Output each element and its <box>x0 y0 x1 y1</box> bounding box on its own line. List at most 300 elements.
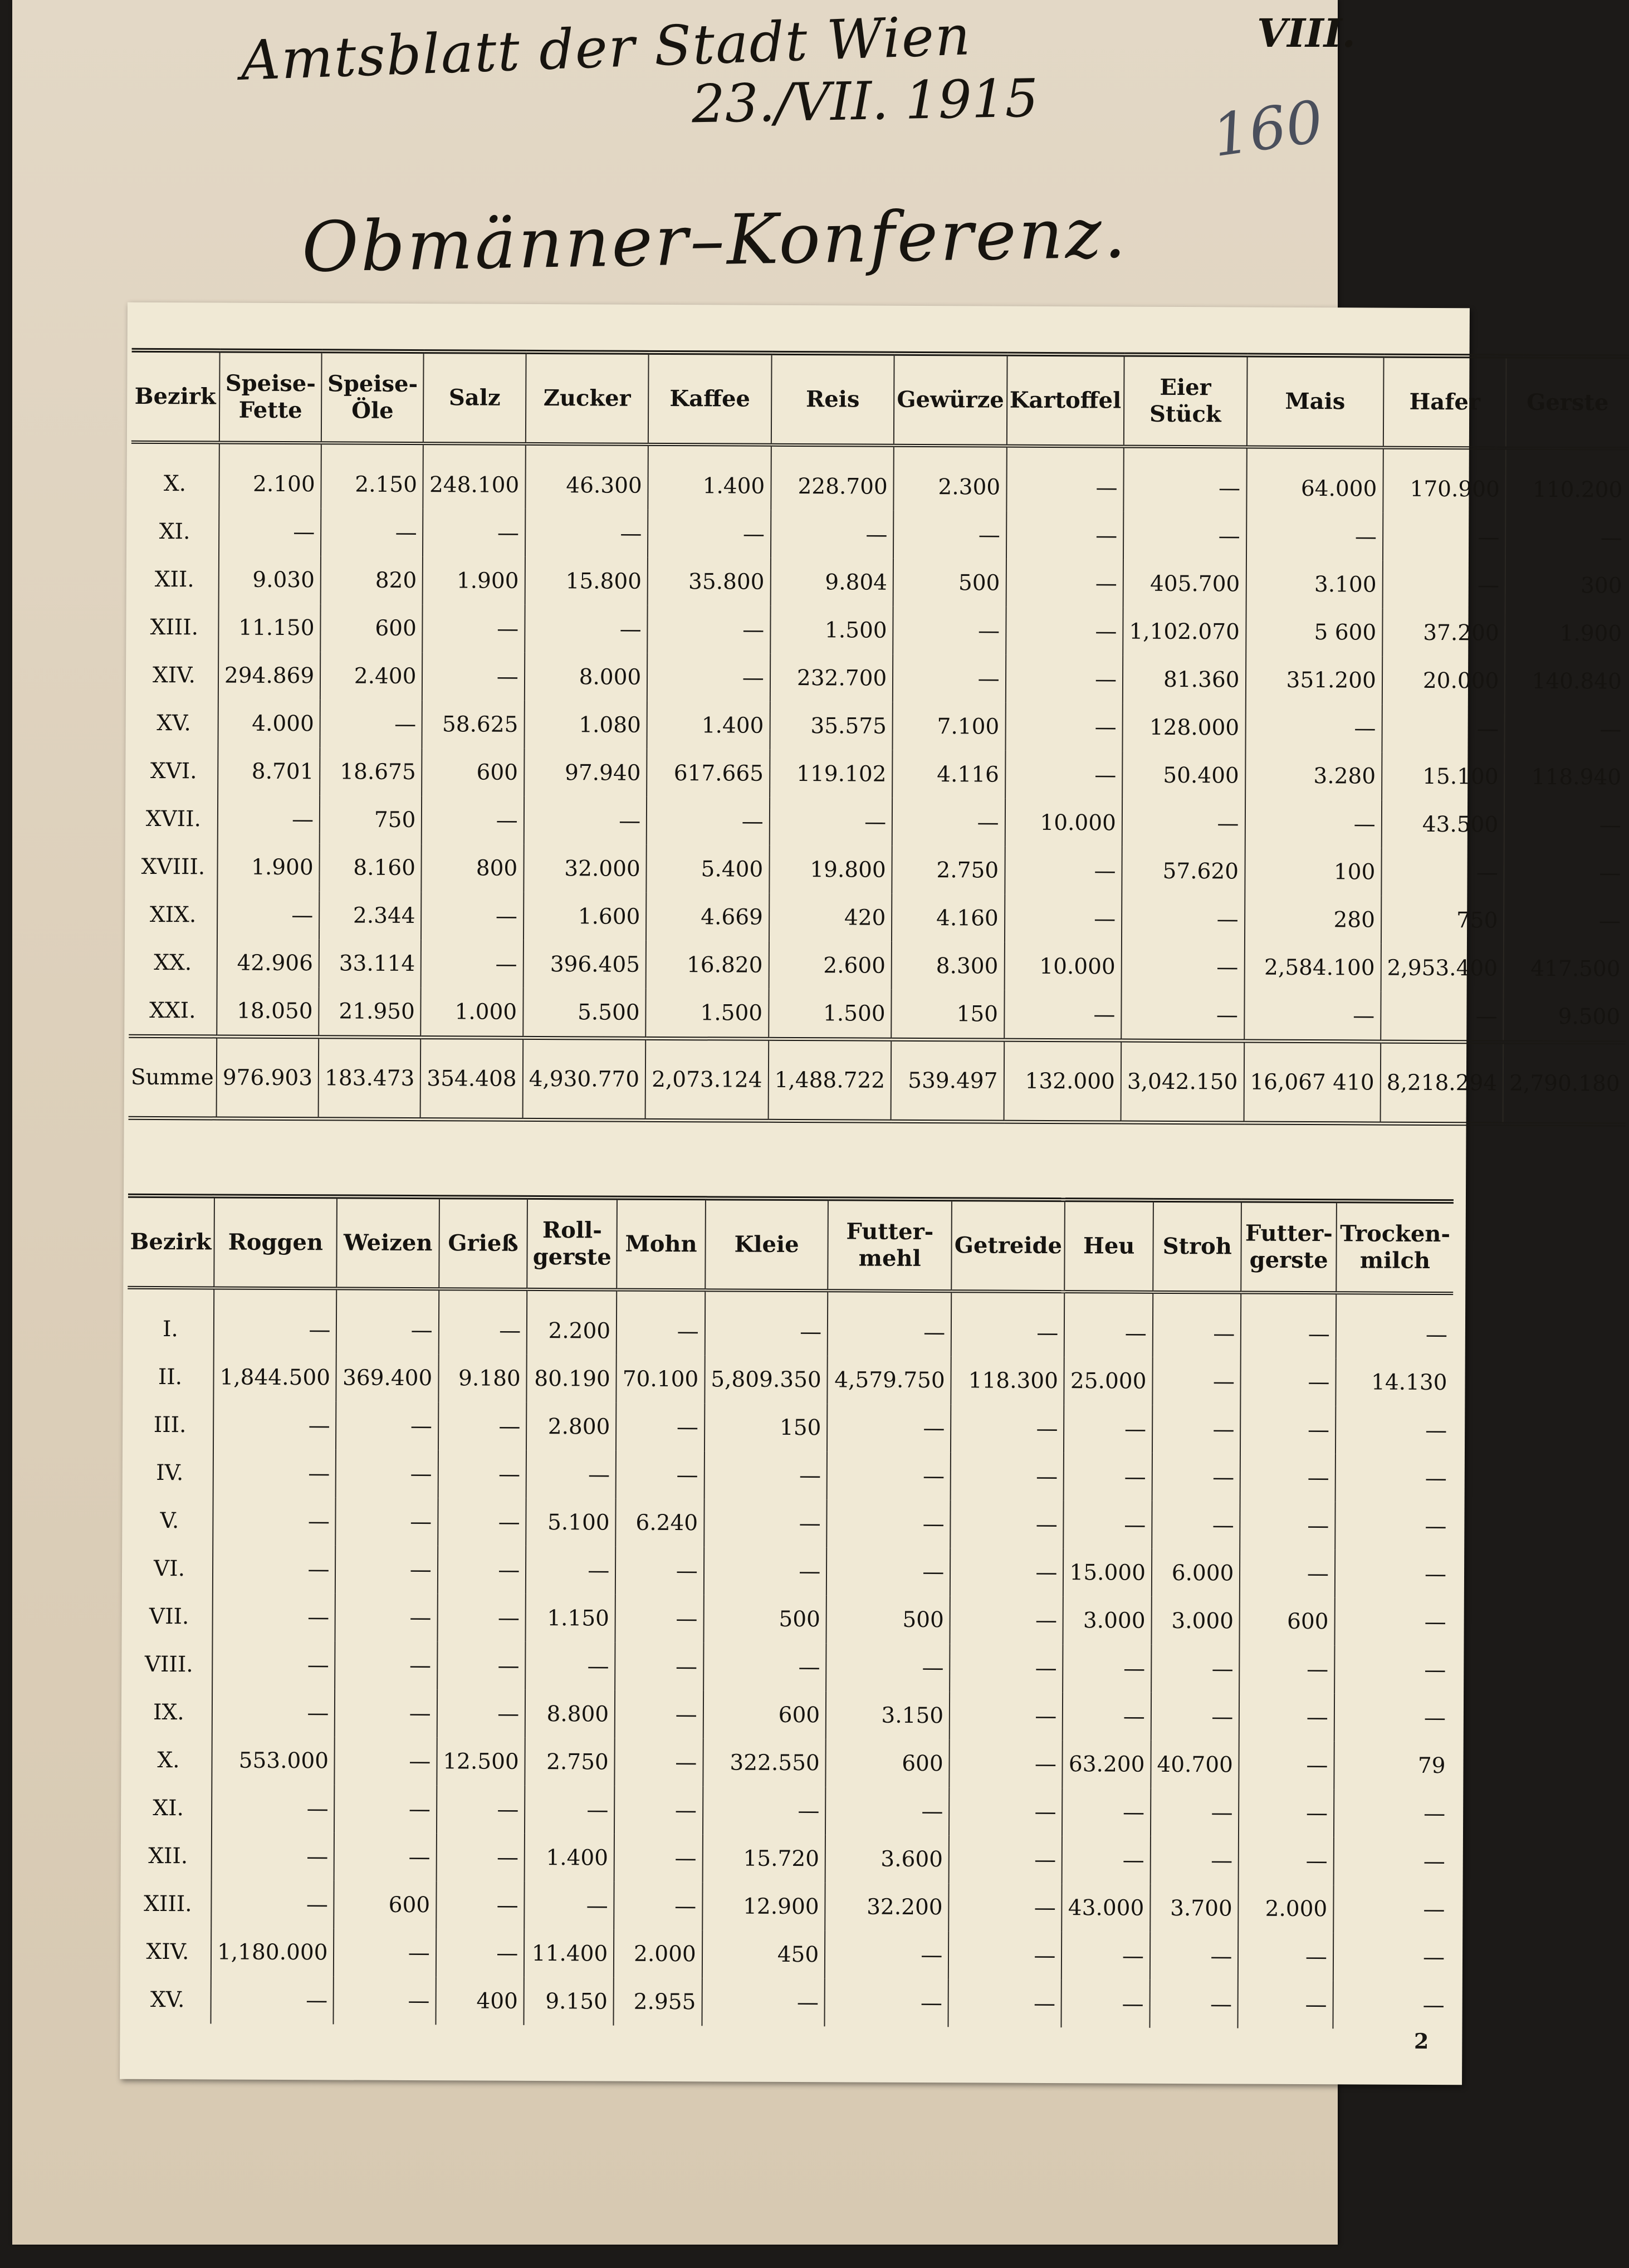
value-cell: 11.150 <box>218 603 321 652</box>
value-cell: 40.700 <box>1151 1741 1239 1789</box>
table-row <box>125 1736 1451 1790</box>
value-cell: 396.405 <box>523 940 646 989</box>
column-header: Gerste <box>1506 356 1628 449</box>
sum-cell: 16,067 410 <box>1244 1041 1381 1123</box>
value-cell: — <box>1006 607 1123 656</box>
value-cell: — <box>336 1401 438 1450</box>
value-cell: — <box>335 1545 438 1594</box>
value-cell: — <box>211 1880 334 1928</box>
value-cell: — <box>1334 1693 1451 1742</box>
value-cell: — <box>1062 1788 1151 1836</box>
value-cell: 300 <box>1505 561 1628 610</box>
district-cell: VI. <box>153 1556 185 1581</box>
value-cell: — <box>438 1498 526 1546</box>
handwritten-date: 23./VII. 1915 <box>691 68 1039 135</box>
value-cell: 81.360 <box>1123 656 1246 704</box>
column-header: Stroh <box>1153 1200 1241 1293</box>
value-cell: — <box>436 1881 525 1929</box>
value-cell: — <box>1505 705 1627 754</box>
district-cell: X. <box>157 1747 180 1773</box>
value-cell: 5.100 <box>526 1498 615 1547</box>
value-cell: — <box>1005 895 1122 943</box>
sum-cell: 8,218.294 <box>1380 1042 1503 1124</box>
value-cell: 4.160 <box>892 894 1005 942</box>
value-cell: 1.000 <box>421 988 524 1038</box>
value-cell: 80.190 <box>527 1355 617 1403</box>
value-cell: — <box>1152 1357 1241 1406</box>
value-cell: 4,579.750 <box>828 1356 951 1404</box>
value-cell: 33.114 <box>319 939 422 988</box>
value-cell: — <box>1149 1980 1238 2029</box>
value-cell: — <box>334 1832 437 1881</box>
value-cell: — <box>615 1643 703 1691</box>
value-cell: — <box>212 1592 335 1641</box>
value-cell: 3.100 <box>1246 560 1383 609</box>
value-cell: — <box>1333 1981 1450 2029</box>
value-cell: 25.000 <box>1064 1357 1153 1405</box>
value-cell: 150 <box>705 1403 828 1451</box>
sum-cell: 132.000 <box>1004 1040 1121 1122</box>
table-row <box>131 442 1628 514</box>
value-cell: 2.750 <box>525 1738 615 1786</box>
value-cell: 417.500 <box>1504 945 1626 993</box>
column-header: Kleie <box>705 1198 828 1291</box>
value-cell: — <box>1005 751 1123 799</box>
value-cell: 450 <box>702 1930 825 1978</box>
value-cell: — <box>1241 1357 1336 1406</box>
value-cell: — <box>614 1834 703 1883</box>
value-cell: — <box>334 1976 436 2025</box>
value-cell: — <box>1333 1837 1450 1885</box>
value-cell: — <box>214 1288 337 1353</box>
district-cell: XIV. <box>146 1939 189 1964</box>
value-cell: — <box>1005 655 1123 703</box>
value-cell: — <box>421 940 524 988</box>
table-row <box>126 1688 1451 1742</box>
value-cell: — <box>1123 447 1246 512</box>
table-row <box>130 795 1627 849</box>
table-row <box>129 843 1626 897</box>
value-cell: — <box>421 892 524 940</box>
value-cell: — <box>1151 1836 1239 1885</box>
value-cell: 2.400 <box>320 652 423 700</box>
value-cell: — <box>1336 1406 1452 1454</box>
value-cell: 9.150 <box>524 1977 614 2026</box>
table-row <box>127 1401 1452 1454</box>
value-cell: — <box>1245 800 1382 848</box>
value-cell: — <box>212 1640 335 1689</box>
value-cell: 5 600 <box>1246 608 1383 657</box>
column-header: Mais <box>1246 355 1383 448</box>
district-cell: XII. <box>154 566 194 592</box>
value-cell: — <box>437 1641 526 1690</box>
page-number: 2 <box>1413 2028 1429 2054</box>
district-cell: XIX. <box>149 902 197 927</box>
value-cell: 1.150 <box>526 1594 615 1643</box>
district-cell: XI. <box>153 1795 184 1821</box>
value-cell: — <box>827 1451 951 1500</box>
value-cell: — <box>1064 1500 1152 1549</box>
value-cell: — <box>1151 1645 1240 1693</box>
value-cell: 2.955 <box>614 1978 702 2026</box>
table-row <box>130 651 1627 706</box>
value-cell: — <box>826 1643 950 1692</box>
column-header: Reis <box>771 353 894 446</box>
sum-cell: 976.903 <box>216 1037 319 1119</box>
value-cell: 8.701 <box>218 747 320 795</box>
value-cell: — <box>1063 1692 1151 1741</box>
value-cell: 9.500 <box>1504 993 1626 1043</box>
value-cell: 3.000 <box>1063 1596 1152 1645</box>
district-cell: XV. <box>150 1987 185 2012</box>
value-cell: — <box>213 1544 336 1593</box>
value-cell: — <box>1240 1405 1336 1454</box>
value-cell: — <box>1238 1980 1333 2029</box>
value-cell: 2.000 <box>1239 1884 1334 1933</box>
district-cell: XIII. <box>144 1891 192 1917</box>
value-cell: — <box>1122 895 1245 944</box>
value-cell: — <box>526 1546 615 1595</box>
column-header: Roggen <box>214 1196 337 1288</box>
value-cell: — <box>423 604 525 653</box>
value-cell: — <box>1240 1549 1335 1597</box>
value-cell: 118.940 <box>1504 753 1627 801</box>
value-cell: — <box>949 1835 1063 1884</box>
value-cell: 2.000 <box>614 1930 702 1978</box>
value-cell: — <box>825 1978 948 2027</box>
value-cell: 6.000 <box>1152 1549 1240 1597</box>
table-food-supplies <box>129 348 1629 1127</box>
value-cell: — <box>615 1738 703 1787</box>
value-cell: — <box>334 1928 436 1977</box>
sum-label: Summe <box>129 1036 217 1118</box>
value-cell: 820 <box>321 556 423 604</box>
value-cell: 2.600 <box>769 941 892 990</box>
sum-row <box>129 1036 1626 1125</box>
value-cell: 1.900 <box>217 843 320 891</box>
district-cell: XVII. <box>145 806 202 832</box>
value-cell: — <box>335 1689 437 1737</box>
column-header: Speise-Öle <box>321 351 424 443</box>
value-cell: 79 <box>1334 1741 1451 1790</box>
value-cell: — <box>526 1450 616 1499</box>
value-cell: — <box>949 1787 1063 1836</box>
value-cell: — <box>1383 513 1506 561</box>
value-cell: — <box>950 1739 1063 1788</box>
value-cell: — <box>1505 514 1628 562</box>
table-header-row <box>131 350 1629 449</box>
value-cell: 8.800 <box>525 1690 615 1738</box>
value-cell: 21.950 <box>319 987 421 1037</box>
value-cell: 9.180 <box>438 1354 527 1402</box>
column-header: Zucker <box>526 352 649 444</box>
value-cell: 57.620 <box>1122 847 1245 896</box>
value-cell: — <box>1121 991 1244 1041</box>
value-cell: — <box>771 510 894 559</box>
value-cell: — <box>525 1642 615 1690</box>
value-cell: — <box>1150 1932 1239 1981</box>
district-cell: XIV. <box>152 662 196 688</box>
value-cell: — <box>219 507 321 556</box>
value-cell: — <box>825 1787 949 1835</box>
value-cell: 232.700 <box>770 654 893 702</box>
value-cell: 1.400 <box>525 1834 614 1882</box>
value-cell: — <box>951 1452 1064 1500</box>
sum-cell: 4,930.770 <box>522 1038 645 1120</box>
value-cell: 2,584.100 <box>1244 944 1381 992</box>
value-cell: 2.300 <box>894 446 1007 511</box>
value-cell: — <box>893 654 1006 703</box>
value-cell: — <box>950 1596 1064 1644</box>
value-cell: — <box>769 798 892 846</box>
district-cell: XII. <box>148 1843 188 1869</box>
value-cell: 14.130 <box>1336 1358 1452 1406</box>
table-row <box>126 1640 1451 1694</box>
value-cell: 1.400 <box>647 701 770 750</box>
value-cell: — <box>892 798 1005 847</box>
value-cell: — <box>827 1404 951 1452</box>
district-cell: VII. <box>149 1604 189 1629</box>
table-row <box>130 747 1627 801</box>
column-header: Futter-mehl <box>828 1199 952 1291</box>
value-cell: 37.200 <box>1382 609 1505 657</box>
table-row <box>127 1449 1452 1502</box>
table-row <box>129 986 1626 1043</box>
value-cell: — <box>1244 991 1381 1042</box>
value-cell: — <box>704 1451 827 1499</box>
value-cell: 3.000 <box>1151 1597 1240 1645</box>
value-cell: 170.900 <box>1383 448 1506 514</box>
column-header: Hafer <box>1383 356 1506 448</box>
value-cell: — <box>617 1290 705 1356</box>
value-cell: — <box>1006 511 1124 560</box>
table-header-row <box>128 1196 1454 1293</box>
column-header: Futter-gerste <box>1241 1201 1337 1293</box>
value-cell: — <box>335 1593 438 1641</box>
value-cell: — <box>213 1401 336 1449</box>
value-cell: — <box>1152 1453 1241 1502</box>
value-cell: — <box>1122 799 1245 848</box>
value-cell: 16.820 <box>646 941 769 989</box>
value-cell: 100 <box>1245 848 1382 896</box>
value-cell: — <box>1064 1405 1152 1453</box>
value-cell: — <box>1122 943 1245 991</box>
value-cell: 500 <box>893 559 1006 607</box>
district-cell: XIII. <box>150 614 199 640</box>
value-cell: 35.575 <box>770 702 893 750</box>
value-cell: — <box>1005 847 1122 895</box>
table-row <box>126 1497 1452 1550</box>
value-cell: 32.000 <box>524 844 647 893</box>
value-cell: — <box>212 1688 335 1737</box>
value-cell: — <box>893 511 1006 559</box>
value-cell: — <box>1245 704 1382 752</box>
value-cell: — <box>950 1500 1064 1548</box>
column-header: Bezirk <box>131 350 220 443</box>
value-cell: — <box>647 605 770 654</box>
column-header: Roll-gerste <box>527 1197 617 1290</box>
value-cell: 1.500 <box>770 606 893 654</box>
value-cell: 400 <box>436 1977 524 2025</box>
value-cell: — <box>211 1976 334 2024</box>
value-cell: 63.200 <box>1063 1740 1151 1788</box>
value-cell: 1,180.000 <box>211 1928 334 1976</box>
sum-cell: 2,073.124 <box>645 1038 769 1121</box>
value-cell: 8.160 <box>320 843 422 892</box>
value-cell: — <box>438 1546 526 1594</box>
value-cell: — <box>614 1786 703 1835</box>
value-cell: — <box>1151 1788 1239 1837</box>
column-header: Gewürze <box>894 354 1007 446</box>
value-cell: 2.200 <box>527 1289 617 1355</box>
sum-cell: 1,488.722 <box>768 1039 891 1121</box>
value-cell: 119.102 <box>770 750 893 798</box>
value-cell: 15.100 <box>1382 752 1505 801</box>
value-cell: 600 <box>334 1880 437 1929</box>
value-cell: 1.500 <box>645 989 769 1039</box>
value-cell: — <box>1239 1788 1334 1837</box>
value-cell: — <box>948 1979 1062 2027</box>
value-cell: — <box>1239 1645 1334 1693</box>
value-cell: — <box>1335 1550 1452 1598</box>
district-cell: XV. <box>156 710 191 736</box>
value-cell: — <box>1239 1693 1334 1741</box>
value-cell: 97.940 <box>524 749 647 797</box>
column-header: Salz <box>423 351 526 444</box>
value-cell: 15.720 <box>702 1834 825 1883</box>
value-cell: 750 <box>1381 896 1504 945</box>
value-cell: — <box>1005 703 1123 751</box>
value-cell: 3.700 <box>1150 1884 1239 1933</box>
value-cell: 294.869 <box>218 651 321 700</box>
value-cell: — <box>948 1931 1062 1979</box>
value-cell: 1.600 <box>524 892 647 941</box>
value-cell: — <box>336 1497 438 1546</box>
value-cell: 5,809.350 <box>705 1355 828 1404</box>
value-cell: — <box>1336 1293 1454 1358</box>
value-cell: — <box>320 700 423 748</box>
district-cell: V. <box>160 1508 179 1533</box>
value-cell: 128.000 <box>1122 703 1245 752</box>
value-cell: — <box>615 1547 704 1595</box>
value-cell: 280 <box>1244 896 1381 944</box>
table-row <box>129 939 1626 993</box>
table-row <box>125 1832 1451 1885</box>
value-cell: — <box>702 1978 825 2026</box>
value-cell: 5.500 <box>523 988 646 1038</box>
value-cell: — <box>1240 1453 1336 1502</box>
value-cell: — <box>1006 446 1124 512</box>
value-cell: — <box>647 653 770 702</box>
value-cell: — <box>336 1449 438 1498</box>
district-cell: IV. <box>156 1460 184 1485</box>
value-cell: 15.800 <box>525 557 648 605</box>
value-cell: — <box>213 1497 336 1545</box>
value-cell: 1,844.500 <box>213 1353 336 1401</box>
column-header: Weizen <box>337 1196 439 1289</box>
district-cell: VIII. <box>144 1651 193 1677</box>
value-cell: 322.550 <box>703 1738 826 1787</box>
value-cell: 2.150 <box>321 443 424 509</box>
column-header: Heu <box>1065 1200 1153 1292</box>
value-cell: 3.150 <box>826 1691 950 1739</box>
value-cell: 43.000 <box>1062 1884 1151 1932</box>
value-cell: — <box>1152 1405 1241 1454</box>
column-header: Getreide <box>951 1199 1065 1292</box>
table-row <box>130 603 1627 658</box>
value-cell: 3.280 <box>1245 752 1382 800</box>
handwritten-subject: Obmänner–Konferenz. <box>301 193 1129 288</box>
value-cell: — <box>1241 1292 1336 1358</box>
value-cell: — <box>1004 990 1122 1040</box>
value-cell: 35.800 <box>648 558 771 606</box>
value-cell: 2,953.400 <box>1381 944 1504 993</box>
value-cell: — <box>615 1690 703 1739</box>
column-header: Bezirk <box>128 1196 214 1288</box>
value-cell: — <box>704 1499 827 1547</box>
table-row <box>128 1288 1453 1358</box>
value-cell: 43.500 <box>1382 800 1505 849</box>
value-cell: — <box>1504 801 1627 849</box>
value-cell: — <box>438 1289 527 1355</box>
value-cell: 4.000 <box>218 699 320 747</box>
value-cell: 500 <box>703 1595 826 1643</box>
value-cell: 4.669 <box>646 893 769 941</box>
table-row <box>129 891 1626 945</box>
value-cell: — <box>1334 1645 1451 1694</box>
handwritten-number: 160 <box>1208 87 1328 170</box>
value-cell: — <box>614 1882 702 1930</box>
value-cell: — <box>1064 1292 1153 1357</box>
value-cell: 2.750 <box>892 846 1005 895</box>
value-cell: 2.800 <box>526 1402 616 1451</box>
district-cell: III. <box>153 1412 187 1438</box>
value-cell: — <box>334 1785 437 1833</box>
value-cell: — <box>1151 1693 1240 1741</box>
value-cell: 1.900 <box>423 556 525 605</box>
value-cell: — <box>705 1290 828 1356</box>
value-cell: — <box>1333 1885 1450 1933</box>
value-cell: — <box>1006 559 1123 608</box>
value-cell: 9.804 <box>770 558 893 607</box>
value-cell: 18.050 <box>217 986 319 1037</box>
sum-cell: 3,042.150 <box>1121 1040 1244 1123</box>
value-cell: — <box>1382 705 1505 753</box>
value-cell: 500 <box>826 1595 950 1644</box>
value-cell: 369.400 <box>336 1353 439 1402</box>
value-cell: 42.906 <box>217 939 320 987</box>
value-cell: — <box>335 1737 437 1785</box>
district-cell: XI. <box>159 519 190 544</box>
handwritten-code: VIII. <box>1257 10 1356 56</box>
value-cell: — <box>950 1692 1063 1740</box>
value-cell: — <box>951 1404 1064 1453</box>
value-cell: — <box>703 1786 826 1835</box>
value-cell: 70.100 <box>617 1355 705 1404</box>
value-cell: — <box>525 1786 614 1834</box>
value-cell: — <box>212 1832 335 1880</box>
value-cell: 7.100 <box>893 702 1006 751</box>
value-cell: — <box>1334 1597 1451 1646</box>
value-cell: — <box>1063 1644 1152 1693</box>
column-header: Mohn <box>617 1198 705 1291</box>
value-cell: — <box>436 1833 525 1881</box>
value-cell: — <box>647 797 770 845</box>
value-cell: — <box>703 1643 826 1691</box>
value-cell: 46.300 <box>525 444 648 510</box>
value-cell: — <box>1123 512 1246 560</box>
table-row <box>126 1544 1452 1598</box>
